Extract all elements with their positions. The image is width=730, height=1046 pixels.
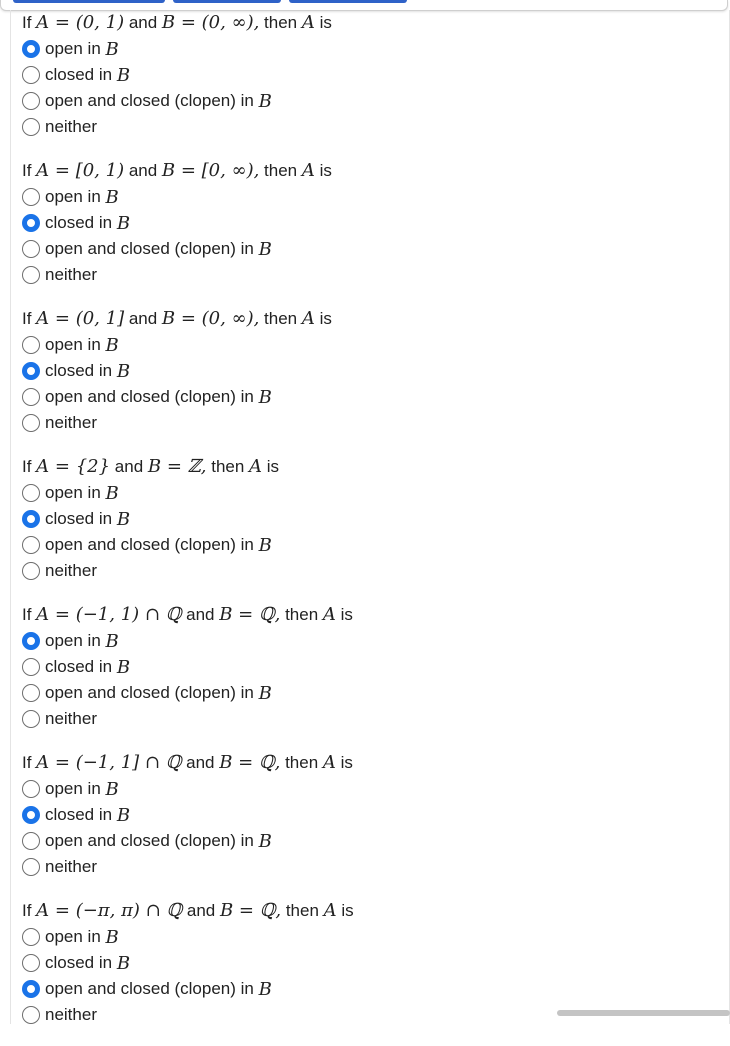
question-var: A (323, 900, 337, 921)
horizontal-scrollbar[interactable] (557, 1010, 730, 1016)
radio-unchecked-icon[interactable] (22, 658, 40, 676)
question-set-a: A = (−1, 1) ∩ ℚ (36, 604, 182, 625)
answer-option[interactable] (22, 828, 712, 854)
top-tab-indicator (13, 0, 165, 3)
question-end: is (336, 901, 354, 920)
question-set-a: A = (−1, 1] ∩ ℚ (36, 752, 182, 773)
question-suffix: then (280, 605, 323, 624)
option-variable: B (258, 682, 272, 704)
option-label: neither (45, 561, 97, 580)
radio-unchecked-icon[interactable] (22, 188, 40, 206)
option-label: open and closed (clopen) in (45, 979, 254, 998)
option-label: open and closed (clopen) in (45, 535, 254, 554)
radio-unchecked-icon[interactable] (22, 928, 40, 946)
radio-unchecked-icon[interactable] (22, 1006, 40, 1024)
option-variable: B (258, 978, 272, 1000)
option-label: open and closed (clopen) in (45, 387, 254, 406)
answer-option[interactable] (22, 480, 712, 506)
question-var: A (322, 604, 336, 625)
option-variable: B (105, 778, 119, 800)
question-suffix: then (259, 309, 302, 328)
option-variable: B (105, 926, 119, 948)
question-suffix: then (259, 13, 302, 32)
question-block (22, 602, 712, 750)
answer-option[interactable] (22, 950, 712, 976)
question-set-b: B = ℤ, (147, 456, 207, 477)
option-label: open in (45, 483, 101, 502)
option-variable: B (258, 90, 272, 112)
answer-option[interactable] (22, 532, 712, 558)
option-label: closed in (45, 657, 113, 676)
answer-option[interactable] (22, 680, 712, 706)
radio-unchecked-icon[interactable] (22, 484, 40, 502)
option-label: open and closed (clopen) in (45, 831, 254, 850)
answer-option[interactable] (22, 506, 712, 532)
option-label: open and closed (clopen) in (45, 91, 254, 110)
option-variable: B (105, 630, 119, 652)
option-label: closed in (45, 65, 113, 84)
question-prefix: If (22, 605, 37, 624)
question-mid: and (182, 901, 220, 920)
option-variable: B (105, 482, 119, 504)
question-block (22, 454, 712, 602)
question-suffix: then (259, 161, 302, 180)
answer-option[interactable] (22, 210, 712, 236)
option-label: open in (45, 779, 101, 798)
radio-unchecked-icon[interactable] (22, 66, 40, 84)
answer-option[interactable] (22, 114, 712, 140)
option-label: closed in (45, 509, 113, 528)
option-label: neither (45, 117, 97, 136)
question-list (22, 10, 712, 1046)
answer-option[interactable] (22, 776, 712, 802)
option-variable: B (116, 952, 131, 974)
question-var: A (301, 160, 315, 181)
option-label: neither (45, 857, 97, 876)
question-set-b: B = ℚ, (219, 900, 282, 921)
radio-unchecked-icon[interactable] (22, 266, 40, 284)
option-variable: B (105, 334, 119, 356)
radio-checked-icon[interactable] (22, 632, 40, 650)
question-text (22, 602, 712, 628)
question-suffix: then (280, 753, 323, 772)
question-mid: and (181, 605, 220, 624)
question-set-b: B = ℚ, (219, 752, 281, 773)
option-label: open in (45, 335, 101, 354)
radio-unchecked-icon[interactable] (22, 562, 40, 580)
question-end: is (335, 605, 353, 624)
answer-option[interactable] (22, 654, 712, 680)
answer-option[interactable] (22, 802, 712, 828)
question-set-b: B = (0, ∞), (161, 308, 260, 329)
question-prefix: If (22, 13, 37, 32)
radio-unchecked-icon[interactable] (22, 536, 40, 554)
radio-unchecked-icon[interactable] (22, 858, 40, 876)
option-variable: B (258, 830, 272, 852)
radio-checked-icon[interactable] (22, 806, 40, 824)
question-set-b: B = [0, ∞), (161, 160, 260, 181)
question-var: A (301, 308, 315, 329)
top-tab-indicator (173, 0, 281, 3)
radio-unchecked-icon[interactable] (22, 832, 40, 850)
radio-unchecked-icon[interactable] (22, 414, 40, 432)
question-mid: and (124, 309, 162, 328)
option-label: closed in (45, 953, 113, 972)
answer-option[interactable] (22, 88, 712, 114)
answer-option[interactable] (22, 558, 712, 584)
radio-checked-icon[interactable] (22, 40, 40, 58)
option-variable: B (116, 804, 131, 826)
question-end: is (314, 309, 332, 328)
question-suffix: then (206, 457, 250, 476)
option-label: open and closed (clopen) in (45, 683, 254, 702)
answer-option[interactable] (22, 410, 712, 436)
question-prefix: If (22, 457, 37, 476)
option-label: neither (45, 413, 97, 432)
radio-unchecked-icon[interactable] (22, 710, 40, 728)
answer-option[interactable] (22, 36, 712, 62)
radio-checked-icon[interactable] (22, 362, 40, 380)
radio-unchecked-icon[interactable] (22, 240, 40, 258)
radio-unchecked-icon[interactable] (22, 780, 40, 798)
question-end: is (314, 161, 332, 180)
option-label: open and closed (clopen) in (45, 239, 254, 258)
question-prefix: If (22, 309, 37, 328)
option-variable: B (258, 534, 272, 556)
option-variable: B (116, 212, 131, 234)
option-label: open in (45, 187, 101, 206)
option-label: neither (45, 265, 97, 284)
question-prefix: If (22, 901, 37, 920)
option-label: open in (45, 927, 101, 946)
option-label: open in (45, 631, 101, 650)
question-var: A (322, 752, 336, 773)
option-variable: B (116, 508, 131, 530)
question-end: is (335, 753, 353, 772)
radio-unchecked-icon[interactable] (22, 118, 40, 136)
radio-unchecked-icon[interactable] (22, 388, 40, 406)
answer-option[interactable] (22, 184, 712, 210)
answer-option[interactable] (22, 236, 712, 262)
radio-unchecked-icon[interactable] (22, 684, 40, 702)
question-mid: and (181, 753, 220, 772)
answer-option[interactable] (22, 262, 712, 288)
option-variable: B (116, 64, 131, 86)
question-block (22, 750, 712, 898)
option-variable: B (258, 386, 272, 408)
question-text (22, 750, 712, 776)
answer-option[interactable] (22, 384, 712, 410)
answer-option[interactable] (22, 628, 712, 654)
option-label: closed in (45, 361, 113, 380)
answer-option[interactable] (22, 332, 712, 358)
radio-checked-icon[interactable] (22, 510, 40, 528)
question-suffix: then (281, 901, 324, 920)
question-set-a: A = {2} (36, 456, 111, 477)
option-variable: B (105, 38, 119, 60)
option-label: neither (45, 1005, 97, 1024)
question-block (22, 158, 712, 306)
answer-option[interactable] (22, 976, 712, 1002)
answer-option[interactable] (22, 358, 712, 384)
question-text (22, 898, 712, 924)
question-mid: and (124, 161, 162, 180)
option-variable: B (105, 186, 119, 208)
question-end: is (262, 457, 280, 476)
question-text (22, 306, 712, 332)
option-variable: B (116, 656, 131, 678)
question-block (22, 10, 712, 158)
option-label: closed in (45, 805, 113, 824)
question-set-a: A = (−π, π) ∩ ℚ (36, 900, 183, 921)
question-set-b: B = ℚ, (219, 604, 281, 625)
option-variable: B (116, 360, 131, 382)
top-tab-indicator (289, 0, 407, 3)
question-mid: and (110, 457, 148, 476)
answer-option[interactable] (22, 854, 712, 880)
option-label: neither (45, 709, 97, 728)
question-prefix: If (22, 161, 37, 180)
option-label: closed in (45, 213, 113, 232)
question-var: A (249, 456, 263, 477)
radio-unchecked-icon[interactable] (22, 954, 40, 972)
radio-checked-icon[interactable] (22, 214, 40, 232)
question-end: is (314, 13, 332, 32)
radio-unchecked-icon[interactable] (22, 336, 40, 354)
question-text (22, 10, 712, 36)
question-var: A (301, 12, 315, 33)
question-prefix: If (22, 753, 37, 772)
question-block (22, 306, 712, 454)
question-text (22, 158, 712, 184)
question-mid: and (124, 13, 162, 32)
radio-checked-icon[interactable] (22, 980, 40, 998)
answer-option[interactable] (22, 706, 712, 732)
option-label: open in (45, 39, 101, 58)
answer-option[interactable] (22, 62, 712, 88)
question-set-a: A = (0, 1] (36, 308, 125, 329)
question-set-a: A = (0, 1) (36, 12, 125, 33)
question-set-b: B = (0, ∞), (161, 12, 260, 33)
radio-unchecked-icon[interactable] (22, 92, 40, 110)
answer-option[interactable] (22, 924, 712, 950)
question-text (22, 454, 712, 480)
option-variable: B (258, 238, 272, 260)
question-set-a: A = [0, 1) (36, 160, 125, 181)
